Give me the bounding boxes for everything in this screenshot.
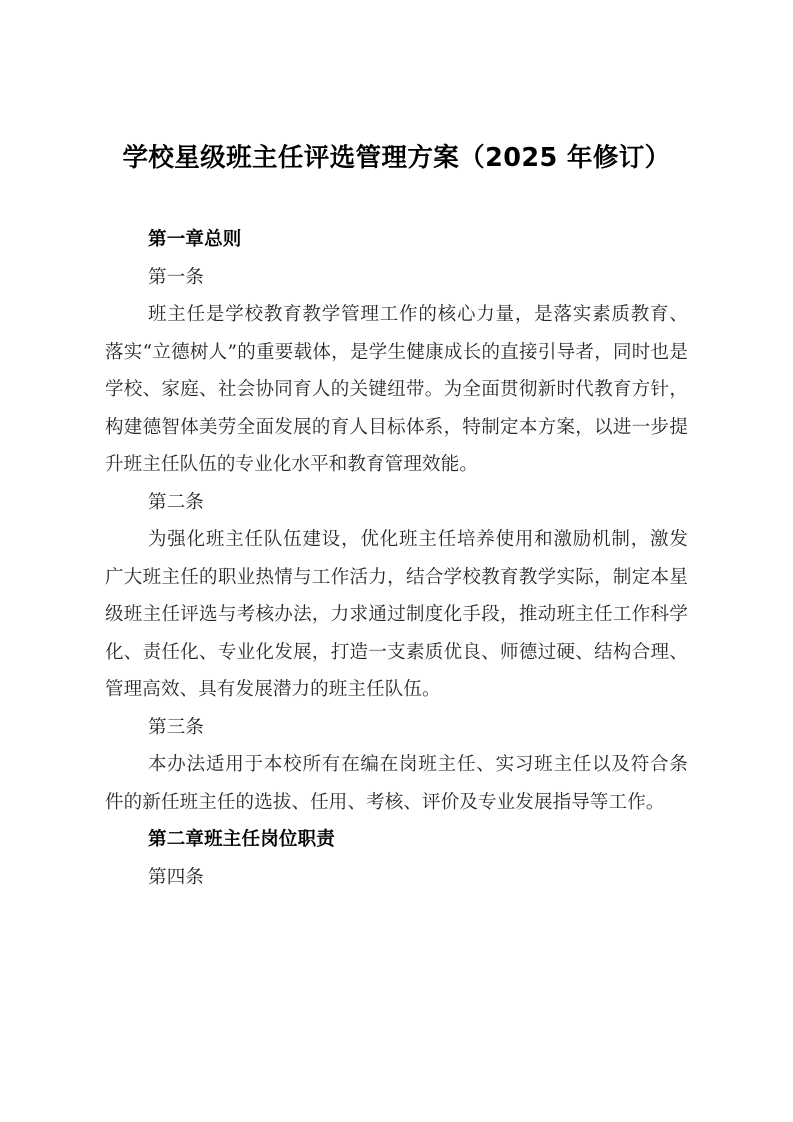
document-content [105,138,688,896]
title-spacer [105,178,688,221]
body-paragraph: 本办法适用于本校所有在编在岗班主任、实习班主任以及符合条件的新任班主任的选拔、任用、考核、评价及专业发展指导等工作。 [105,754,688,813]
article-label: 第三条 [148,716,205,738]
page-title: 学校星级班主任评选管理方案（2025 年修订） [122,143,671,173]
chapter-heading: 第一章总则 [148,229,242,250]
body-paragraph: 为强化班主任队伍建设，优化班主任培养使用和激励机制，激发广大班主任的职业热情与工作活力，结合学校教育教学实际，制定本星级班主任评选与考核办法，力求通过制度化手段，推动班主任工作科学化、责任化、专业化发展，打造一支素质优良、师德过硬、结构合理、管理高效、具有发展潜力的班主任队伍。 [105,529,688,700]
article-label: 第四条 [148,866,205,888]
article-label: 第二条 [148,491,205,513]
article-label: 第一条 [148,266,205,288]
document-body [105,221,688,896]
chapter-heading: 第二章班主任岗位职责 [148,829,336,850]
body-paragraph: 班主任是学校教育教学管理工作的核心力量，是落实素质教育、落实“立德树人”的重要载体，是学生健康成长的直接引导者，同时也是学校、家庭、社会协同育人的关键纽带。为全面贯彻新时代教育方针，构建德智体美劳全面发展的育人目标体系，特制定本方案，以进一步提升班主任队伍的专业化水平和教育管理效能。 [105,304,688,475]
